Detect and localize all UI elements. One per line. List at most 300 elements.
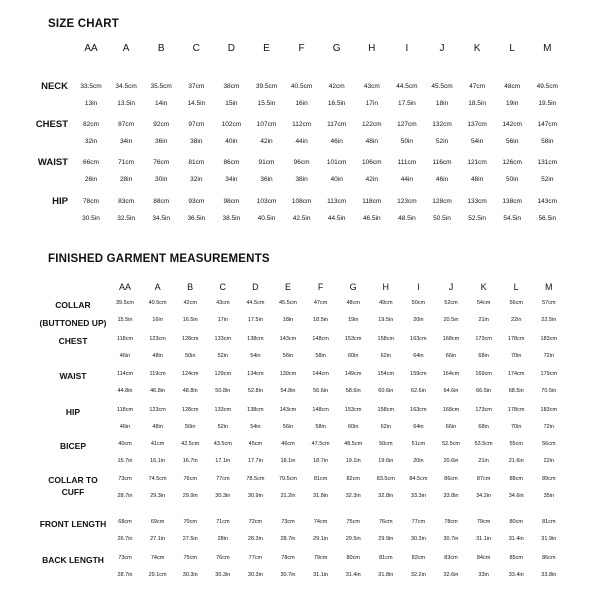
garment-cell-cm: 123cm — [149, 336, 166, 342]
garment-cell-cm: 158cm — [377, 336, 395, 342]
size-cell-cm: 33.5cm — [80, 83, 102, 90]
garment-cell-cm: 179cm — [540, 371, 558, 377]
garment-header-G: G — [349, 282, 357, 292]
size-cell-in: 42.5in — [292, 215, 311, 222]
size-header-AA: AA — [84, 43, 98, 54]
garment-cell-cm: 144cm — [312, 371, 329, 377]
size-cell-in: 34in — [119, 138, 133, 145]
garment-cell-cm: 80cm — [509, 519, 523, 525]
garment-cell-in: 27.1in — [150, 536, 166, 542]
size-cell-cm: 138cm — [502, 198, 522, 205]
garment-cell-in: 58.6in — [345, 388, 361, 394]
garment-cell-cm: 128cm — [181, 407, 199, 413]
garment-cell-cm: 118cm — [116, 407, 134, 413]
size-header-E: E — [263, 43, 270, 54]
garment-cell-cm: 138cm — [247, 407, 264, 413]
garment-cell-in: 58in — [315, 424, 326, 430]
garment-cell-cm: 76cm — [379, 519, 393, 525]
garment-cell-cm: 57cm — [542, 300, 556, 306]
garment-header-B: B — [187, 282, 194, 292]
garment-row-label: WAIST — [59, 371, 87, 381]
size-cell-cm: 137cm — [467, 121, 487, 128]
garment-cell-cm: 81cm — [379, 555, 393, 561]
size-cell-in: 52in — [435, 138, 449, 145]
garment-cell-in: 18.7in — [313, 458, 329, 464]
garment-cell-in: 16in — [152, 317, 163, 323]
size-cell-in: 32in — [190, 176, 203, 183]
garment-cell-cm: 78cm — [281, 555, 295, 561]
garment-cell-cm: 53.5cm — [474, 441, 493, 447]
garment-cell-in: 52.8in — [247, 388, 263, 394]
garment-cell-in: 18in — [282, 317, 294, 323]
garment-cell-cm: 76cm — [216, 555, 230, 561]
size-cell-in: 19in — [506, 100, 519, 107]
size-cell-in: 13.5in — [117, 100, 135, 107]
garment-cell-in: 30.3in — [247, 572, 263, 578]
garment-cell-in: 30.3in — [410, 536, 426, 542]
garment-cell-cm: 78cm — [444, 519, 458, 525]
size-cell-in: 16in — [295, 100, 308, 107]
garment-cell-cm: 83cm — [444, 555, 458, 561]
garment-cell-in: 21.6in — [508, 458, 524, 464]
garment-cell-cm: 47.5cm — [311, 441, 330, 447]
garment-cell-in: 46in — [119, 424, 131, 430]
garment-cell-cm: 70cm — [183, 519, 197, 525]
garment-cell-in: 20in — [413, 317, 424, 323]
garment-cell-in: 64in — [413, 424, 424, 430]
size-header-K: K — [473, 43, 481, 54]
garment-cell-cm: 77cm — [411, 519, 426, 525]
size-cell-in: 36.5in — [187, 215, 206, 222]
size-cell-cm: 103cm — [256, 198, 277, 205]
garment-cell-in: 28.3in — [247, 536, 263, 542]
garment-cell-cm: 153cm — [344, 407, 362, 413]
garment-cell-in: 31.2in — [280, 493, 296, 499]
size-cell-cm: 93cm — [188, 198, 205, 205]
size-row-label: HIP — [52, 196, 68, 207]
size-cell-cm: 88cm — [153, 198, 170, 205]
garment-cell-in: 20in — [413, 458, 424, 464]
garment-row-label: BACK LENGTH — [42, 555, 104, 565]
garment-cell-cm: 148cm — [312, 336, 329, 342]
garment-cell-cm: 183cm — [540, 336, 558, 342]
garment-cell-in: 54in — [250, 353, 261, 359]
size-cell-in: 40.5in — [257, 215, 276, 222]
size-cell-cm: 66cm — [83, 159, 99, 166]
garment-cell-in: 66.5in — [476, 388, 492, 394]
size-cell-in: 48in — [365, 138, 378, 145]
garment-cell-in: 34.6in — [508, 493, 524, 499]
size-cell-in: 38in — [295, 176, 308, 183]
garment-cell-cm: 50cm — [379, 441, 393, 447]
garment-cell-cm: 45cm — [248, 441, 263, 447]
garment-cell-in: 28.7in — [117, 572, 133, 578]
garment-cell-cm: 81cm — [542, 519, 556, 525]
size-cell-cm: 143cm — [537, 198, 558, 205]
garment-cell-in: 68.5in — [508, 388, 524, 394]
garment-cell-cm: 159cm — [410, 371, 427, 377]
garment-cell-cm: 82cm — [346, 476, 360, 482]
size-cell-cm: 122cm — [362, 121, 382, 128]
garment-cell-cm: 75cm — [346, 519, 360, 525]
garment-cell-cm: 174cm — [507, 371, 525, 377]
garment-cell-cm: 76cm — [183, 476, 197, 482]
garment-cell-cm: 43cm — [216, 300, 230, 306]
garment-cell-in: 31.4in — [345, 572, 361, 578]
size-cell-cm: 76cm — [153, 159, 170, 166]
garment-cell-in: 16.7in — [182, 458, 198, 464]
size-cell-in: 40in — [330, 176, 343, 183]
garment-row-label: CHEST — [58, 336, 88, 346]
size-cell-cm: 43cm — [363, 83, 380, 90]
garment-row-label: COLLAR TO CUFF — [48, 475, 98, 497]
garment-cell-in: 50in — [184, 353, 196, 359]
size-cell-cm: 42cm — [328, 83, 345, 90]
size-cell-cm: 111cm — [397, 159, 417, 166]
garment-cell-cm: 43.5cm — [213, 441, 232, 447]
garment-cell-in: 26.7in — [117, 536, 133, 542]
garment-cell-in: 48in — [152, 424, 163, 430]
size-cell-in: 32.5in — [117, 215, 135, 222]
garment-row-label: HIP — [65, 407, 81, 417]
garment-cell-in: 56in — [282, 424, 294, 430]
garment-cell-cm: 169cm — [475, 371, 492, 377]
garment-cell-cm: 46cm — [281, 441, 295, 447]
garment-cell-in: 70in — [510, 353, 522, 359]
garment-cell-in: 31.8in — [313, 493, 329, 499]
garment-cell-in: 60.6in — [378, 388, 394, 394]
garment-cell-cm: 85cm — [509, 555, 523, 561]
garment-cell-in: 70.5in — [541, 388, 557, 394]
garment-cell-in: 54in — [250, 424, 261, 430]
size-cell-in: 36in — [155, 138, 168, 145]
garment-cell-in: 62.6in — [410, 388, 426, 394]
garment-cell-cm: 163cm — [410, 336, 427, 342]
size-cell-cm: 48cm — [504, 83, 521, 90]
garment-cell-cm: 79.5cm — [278, 476, 298, 482]
garment-cell-in: 28.7in — [280, 536, 296, 542]
garment-cell-in: 16.5in — [182, 317, 198, 323]
garment-header-F: F — [317, 282, 324, 292]
garment-cell-in: 22.5in — [541, 317, 557, 323]
size-cell-in: 17.5in — [398, 100, 416, 107]
garment-cell-cm: 164cm — [442, 371, 460, 377]
size-cell-cm: 82cm — [83, 121, 99, 128]
size-cell-cm: 131cm — [537, 159, 558, 166]
size-cell-in: 36in — [260, 176, 273, 183]
garment-cell-in: 30.3in — [182, 572, 198, 578]
garment-cell-cm: 49cm — [379, 300, 393, 306]
garment-cell-cm: 73cm — [118, 476, 132, 482]
garment-cell-cm: 52.5cm — [441, 441, 461, 447]
size-cell-in: 52.5in — [468, 215, 486, 222]
garment-cell-cm: 79cm — [313, 555, 328, 561]
garment-cell-in: 33.4in — [508, 572, 524, 578]
garment-header-L: L — [513, 282, 519, 292]
size-header-D: D — [227, 43, 236, 54]
garment-cell-cm: 73cm — [281, 519, 295, 525]
garment-cell-in: 72in — [543, 353, 554, 359]
garment-cell-in: 48.8in — [182, 388, 198, 394]
garment-row-sublabel: (BUTTONED UP) — [39, 318, 107, 328]
garment-cell-cm: 56cm — [509, 300, 523, 306]
garment-header-H: H — [382, 282, 390, 292]
garment-cell-in: 46in — [119, 353, 131, 359]
garment-cell-cm: 143cm — [279, 336, 297, 342]
garment-header-C: C — [219, 282, 227, 292]
size-cell-in: 50.5in — [433, 215, 451, 222]
size-row-label: NECK — [41, 81, 68, 92]
garment-cell-in: 35in — [543, 493, 554, 499]
size-cell-in: 19.5in — [538, 100, 557, 107]
garment-cell-in: 17.7in — [247, 458, 263, 464]
finished-garment-title: FINISHED GARMENT MEASUREMENTS — [48, 253, 270, 265]
garment-cell-cm: 178cm — [507, 336, 525, 342]
size-cell-cm: 133cm — [467, 198, 487, 205]
garment-cell-cm: 69cm — [150, 519, 165, 525]
size-cell-in: 42in — [365, 176, 378, 183]
garment-cell-cm: 148cm — [312, 407, 329, 413]
size-cell-cm: 107cm — [256, 121, 277, 128]
garment-cell-cm: 89cm — [542, 476, 556, 482]
garment-cell-cm: 48cm — [346, 300, 360, 306]
size-cell-cm: 127cm — [397, 121, 417, 128]
garment-cell-in: 29.9in — [378, 536, 394, 542]
size-header-C: C — [192, 43, 200, 54]
garment-cell-in: 20.6in — [443, 458, 459, 464]
garment-cell-in: 30.3in — [215, 572, 231, 578]
size-header-G: G — [332, 43, 341, 54]
size-cell-in: 52in — [541, 176, 554, 183]
garment-cell-cm: 168cm — [442, 407, 460, 413]
size-cell-cm: 117cm — [327, 121, 347, 128]
size-cell-cm: 86cm — [223, 159, 240, 166]
garment-cell-in: 29.3in — [150, 493, 166, 499]
garment-cell-in: 18.1in — [280, 458, 296, 464]
size-cell-in: 50in — [400, 138, 414, 145]
garment-cell-in: 19.6in — [378, 458, 394, 464]
garment-cell-cm: 45.5cm — [278, 300, 298, 306]
garment-cell-in: 68in — [478, 424, 489, 430]
garment-cell-in: 31.1in — [476, 536, 492, 542]
garment-cell-cm: 123cm — [149, 407, 166, 413]
garment-cell-in: 15.7in — [117, 458, 133, 464]
garment-header-E: E — [284, 282, 292, 292]
garment-cell-cm: 173cm — [475, 407, 492, 413]
size-header-I: I — [405, 43, 409, 54]
garment-cell-cm: 56cm — [542, 441, 556, 447]
garment-cell-cm: 173cm — [475, 336, 492, 342]
garment-cell-cm: 42.5cm — [181, 441, 200, 447]
garment-cell-in: 50in — [184, 424, 196, 430]
size-cell-cm: 39.5cm — [255, 83, 278, 90]
garment-cell-cm: 86cm — [444, 476, 458, 482]
size-cell-cm: 147cm — [537, 121, 558, 128]
garment-cell-in: 52in — [217, 424, 228, 430]
garment-cell-cm: 48.5cm — [344, 441, 363, 447]
garment-cell-in: 50.8in — [215, 388, 231, 394]
size-cell-in: 34.5in — [152, 215, 171, 222]
garment-cell-in: 18.5in — [313, 317, 329, 323]
size-cell-cm: 121cm — [467, 159, 487, 166]
garment-cell-cm: 88cm — [509, 476, 523, 482]
size-cell-cm: 112cm — [292, 121, 312, 128]
garment-cell-cm: 178cm — [507, 407, 525, 413]
garment-cell-in: 29.1cm — [148, 572, 167, 578]
garment-cell-in: 33in — [478, 572, 489, 578]
garment-cell-cm: 79cm — [476, 519, 491, 525]
size-cell-in: 40in — [225, 138, 238, 145]
size-cell-cm: 81cm — [188, 159, 205, 166]
garment-cell-in: 62in — [380, 353, 391, 359]
garment-cell-cm: 81cm — [313, 476, 328, 482]
garment-cell-in: 19.1in — [345, 458, 361, 464]
size-cell-cm: 101cm — [326, 159, 347, 166]
garment-cell-cm: 41cm — [150, 441, 165, 447]
size-cell-in: 46.5in — [362, 215, 381, 222]
garment-cell-in: 21in — [478, 317, 489, 323]
garment-cell-cm: 183cm — [540, 407, 558, 413]
garment-cell-in: 17.1in — [215, 458, 231, 464]
garment-cell-in: 19.5in — [378, 317, 394, 323]
garment-row-label: COLLAR — [55, 300, 91, 310]
garment-header-I: I — [417, 282, 420, 292]
garment-cell-in: 70in — [510, 424, 522, 430]
size-cell-in: 54.5in — [503, 215, 522, 222]
size-cell-cm: 98cm — [223, 198, 240, 205]
garment-cell-cm: 74cm — [150, 555, 165, 561]
size-cell-cm: 34.5cm — [115, 83, 137, 90]
size-cell-cm: 116cm — [432, 159, 452, 166]
garment-cell-cm: 86cm — [542, 555, 556, 561]
size-cell-cm: 128cm — [432, 198, 452, 205]
garment-cell-cm: 40cm — [118, 441, 132, 447]
garment-cell-cm: 84.5cm — [409, 476, 428, 482]
size-cell-in: 18.5in — [468, 100, 486, 107]
garment-cell-cm: 80cm — [346, 555, 360, 561]
size-cell-in: 56in — [506, 138, 519, 145]
garment-cell-cm: 42cm — [183, 300, 197, 306]
garment-cell-cm: 143cm — [279, 407, 297, 413]
garment-header-D: D — [252, 282, 259, 292]
size-cell-in: 30.5in — [82, 215, 100, 222]
garment-cell-cm: 44.5cm — [246, 300, 265, 306]
garment-cell-in: 15.5in — [117, 317, 133, 323]
garment-cell-in: 46.8in — [150, 388, 166, 394]
garment-cell-in: 66in — [445, 353, 457, 359]
size-header-J: J — [439, 43, 445, 54]
garment-cell-in: 29.9in — [182, 493, 198, 499]
garment-cell-cm: 74.5cm — [148, 476, 167, 482]
garment-cell-cm: 87cm — [476, 476, 491, 482]
size-header-H: H — [368, 43, 376, 54]
garment-cell-in: 22in — [510, 317, 522, 323]
garment-cell-in: 30.3in — [215, 493, 231, 499]
garment-cell-in: 19in — [347, 317, 359, 323]
garment-cell-cm: 71cm — [216, 519, 230, 525]
garment-cell-in: 20.5in — [443, 317, 459, 323]
size-cell-in: 18in — [435, 100, 449, 107]
garment-cell-cm: 50cm — [411, 300, 426, 306]
garment-cell-cm: 118cm — [116, 336, 134, 342]
garment-cell-in: 56in — [282, 353, 294, 359]
size-cell-cm: 35.5cm — [150, 83, 172, 90]
garment-cell-in: 22in — [543, 458, 554, 464]
garment-cell-cm: 52cm — [444, 300, 458, 306]
garment-cell-cm: 124cm — [181, 371, 199, 377]
size-cell-in: 44in — [400, 176, 414, 183]
size-cell-in: 46in — [330, 138, 343, 145]
garment-cell-in: 64in — [413, 353, 424, 359]
garment-cell-cm: 134cm — [247, 371, 264, 377]
garment-cell-in: 31.4in — [508, 536, 524, 542]
garment-cell-in: 44.8in — [117, 388, 133, 394]
size-cell-in: 15.5in — [257, 100, 276, 107]
size-cell-in: 15in — [225, 100, 238, 107]
garment-cell-cm: 158cm — [377, 407, 395, 413]
size-cell-in: 38.5in — [222, 215, 241, 222]
garment-cell-cm: 54cm — [476, 300, 491, 306]
size-header-A: A — [122, 43, 130, 54]
size-cell-cm: 49.5cm — [536, 83, 558, 90]
garment-cell-in: 62in — [380, 424, 391, 430]
garment-cell-cm: 77cm — [248, 555, 263, 561]
size-cell-in: 32in — [84, 138, 98, 145]
garment-cell-in: 30.7in — [443, 536, 459, 542]
garment-cell-in: 27.5in — [182, 536, 198, 542]
size-header-L: L — [509, 43, 515, 54]
garment-cell-cm: 83.5cm — [376, 476, 395, 482]
garment-cell-in: 60in — [347, 353, 359, 359]
size-cell-in: 48.5in — [398, 215, 416, 222]
garment-cell-in: 30.7in — [280, 572, 296, 578]
garment-cell-in: 32.6in — [443, 572, 459, 578]
size-cell-in: 14.5in — [187, 100, 206, 107]
garment-cell-cm: 128cm — [181, 336, 199, 342]
size-cell-cm: 113cm — [327, 198, 347, 205]
garment-cell-cm: 119cm — [149, 371, 166, 377]
garment-cell-in: 66in — [445, 424, 457, 430]
size-cell-in: 26in — [84, 176, 98, 183]
garment-cell-in: 17in — [217, 317, 228, 323]
garment-cell-cm: 153cm — [344, 336, 362, 342]
garment-cell-cm: 78.5cm — [246, 476, 265, 482]
garment-cell-in: 64.6in — [443, 388, 459, 394]
garment-header-J: J — [448, 282, 454, 292]
size-cell-cm: 87cm — [118, 121, 135, 128]
garment-cell-cm: 39.5cm — [115, 300, 135, 306]
garment-cell-cm: 75cm — [183, 555, 197, 561]
garment-cell-cm: 138cm — [247, 336, 264, 342]
size-cell-in: 44in — [295, 138, 308, 145]
garment-header-A: A — [154, 282, 161, 292]
size-cell-cm: 47cm — [469, 83, 486, 90]
garment-cell-cm: 68cm — [118, 519, 132, 525]
size-cell-cm: 92cm — [153, 121, 170, 128]
size-cell-in: 50in — [506, 176, 519, 183]
size-cell-in: 30in — [155, 176, 168, 183]
garment-cell-in: 28in — [217, 536, 228, 542]
garment-cell-cm: 139cm — [279, 371, 297, 377]
garment-cell-in: 28.7in — [117, 493, 133, 499]
garment-cell-in: 30.9in — [247, 493, 263, 499]
garment-cell-in: 34.2in — [476, 493, 492, 499]
garment-cell-cm: 82cm — [411, 555, 426, 561]
size-cell-in: 44.5in — [327, 215, 346, 222]
size-cell-cm: 123cm — [397, 198, 417, 205]
garment-cell-in: 48in — [152, 353, 163, 359]
size-cell-in: 34in — [225, 176, 238, 183]
